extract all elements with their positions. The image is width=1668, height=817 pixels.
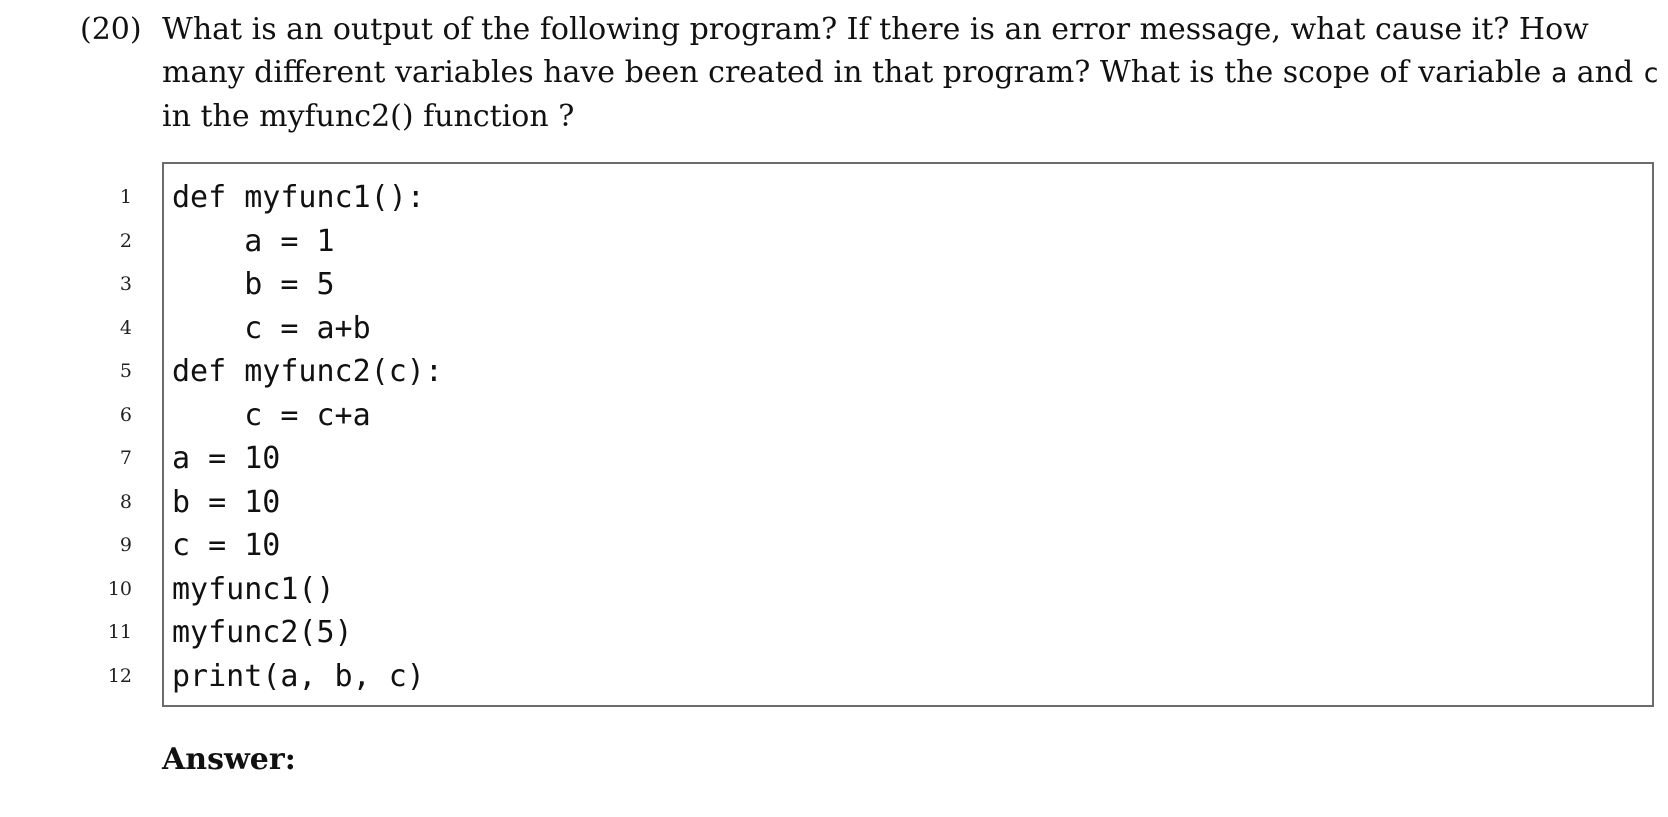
question-text-part1: What is an output of the following program? If there is an error message, what cause it? How many different variables have been created in that program? What is the scope of variable bbox=[162, 12, 1589, 90]
question-number: (20) bbox=[80, 12, 142, 47]
line-number: 4 bbox=[119, 316, 132, 339]
line-number: 12 bbox=[107, 664, 132, 687]
code-lines bbox=[172, 176, 443, 698]
variable-a: a bbox=[1550, 58, 1568, 89]
line-number: 9 bbox=[119, 534, 132, 556]
question-text-part3: in the myfunc2() function ? bbox=[162, 99, 575, 134]
line-numbers bbox=[70, 176, 132, 698]
line-number: 8 bbox=[119, 490, 132, 513]
code-line: c = c+a bbox=[172, 397, 371, 433]
line-number: 1 bbox=[119, 186, 132, 208]
code-line: b = 10 bbox=[172, 484, 281, 520]
code-line: def myfunc2(c): bbox=[172, 354, 443, 389]
question bbox=[80, 8, 1660, 138]
code-line: c = 10 bbox=[172, 528, 281, 563]
answer-label: Answer: bbox=[162, 742, 296, 777]
line-number: 3 bbox=[119, 273, 132, 295]
line-number: 11 bbox=[107, 621, 132, 643]
line-number: 6 bbox=[119, 403, 132, 426]
code-line: def myfunc1(): bbox=[172, 180, 425, 215]
variable-c: c bbox=[1642, 58, 1659, 89]
code-line: a = 10 bbox=[172, 441, 281, 476]
code-line: myfunc2(5) bbox=[172, 615, 353, 650]
line-number: 10 bbox=[107, 577, 132, 600]
code-line: c = a+b bbox=[172, 310, 371, 346]
code-line: myfunc1() bbox=[172, 571, 335, 607]
question-text-part2: and bbox=[1567, 55, 1643, 90]
code-line: a = 1 bbox=[172, 223, 335, 259]
code-line: print(a, b, c) bbox=[172, 658, 425, 694]
line-number: 7 bbox=[119, 447, 132, 469]
line-number: 5 bbox=[119, 360, 132, 382]
line-number: 2 bbox=[119, 229, 132, 252]
code-line: b = 5 bbox=[172, 267, 335, 302]
question-text bbox=[162, 8, 1660, 138]
